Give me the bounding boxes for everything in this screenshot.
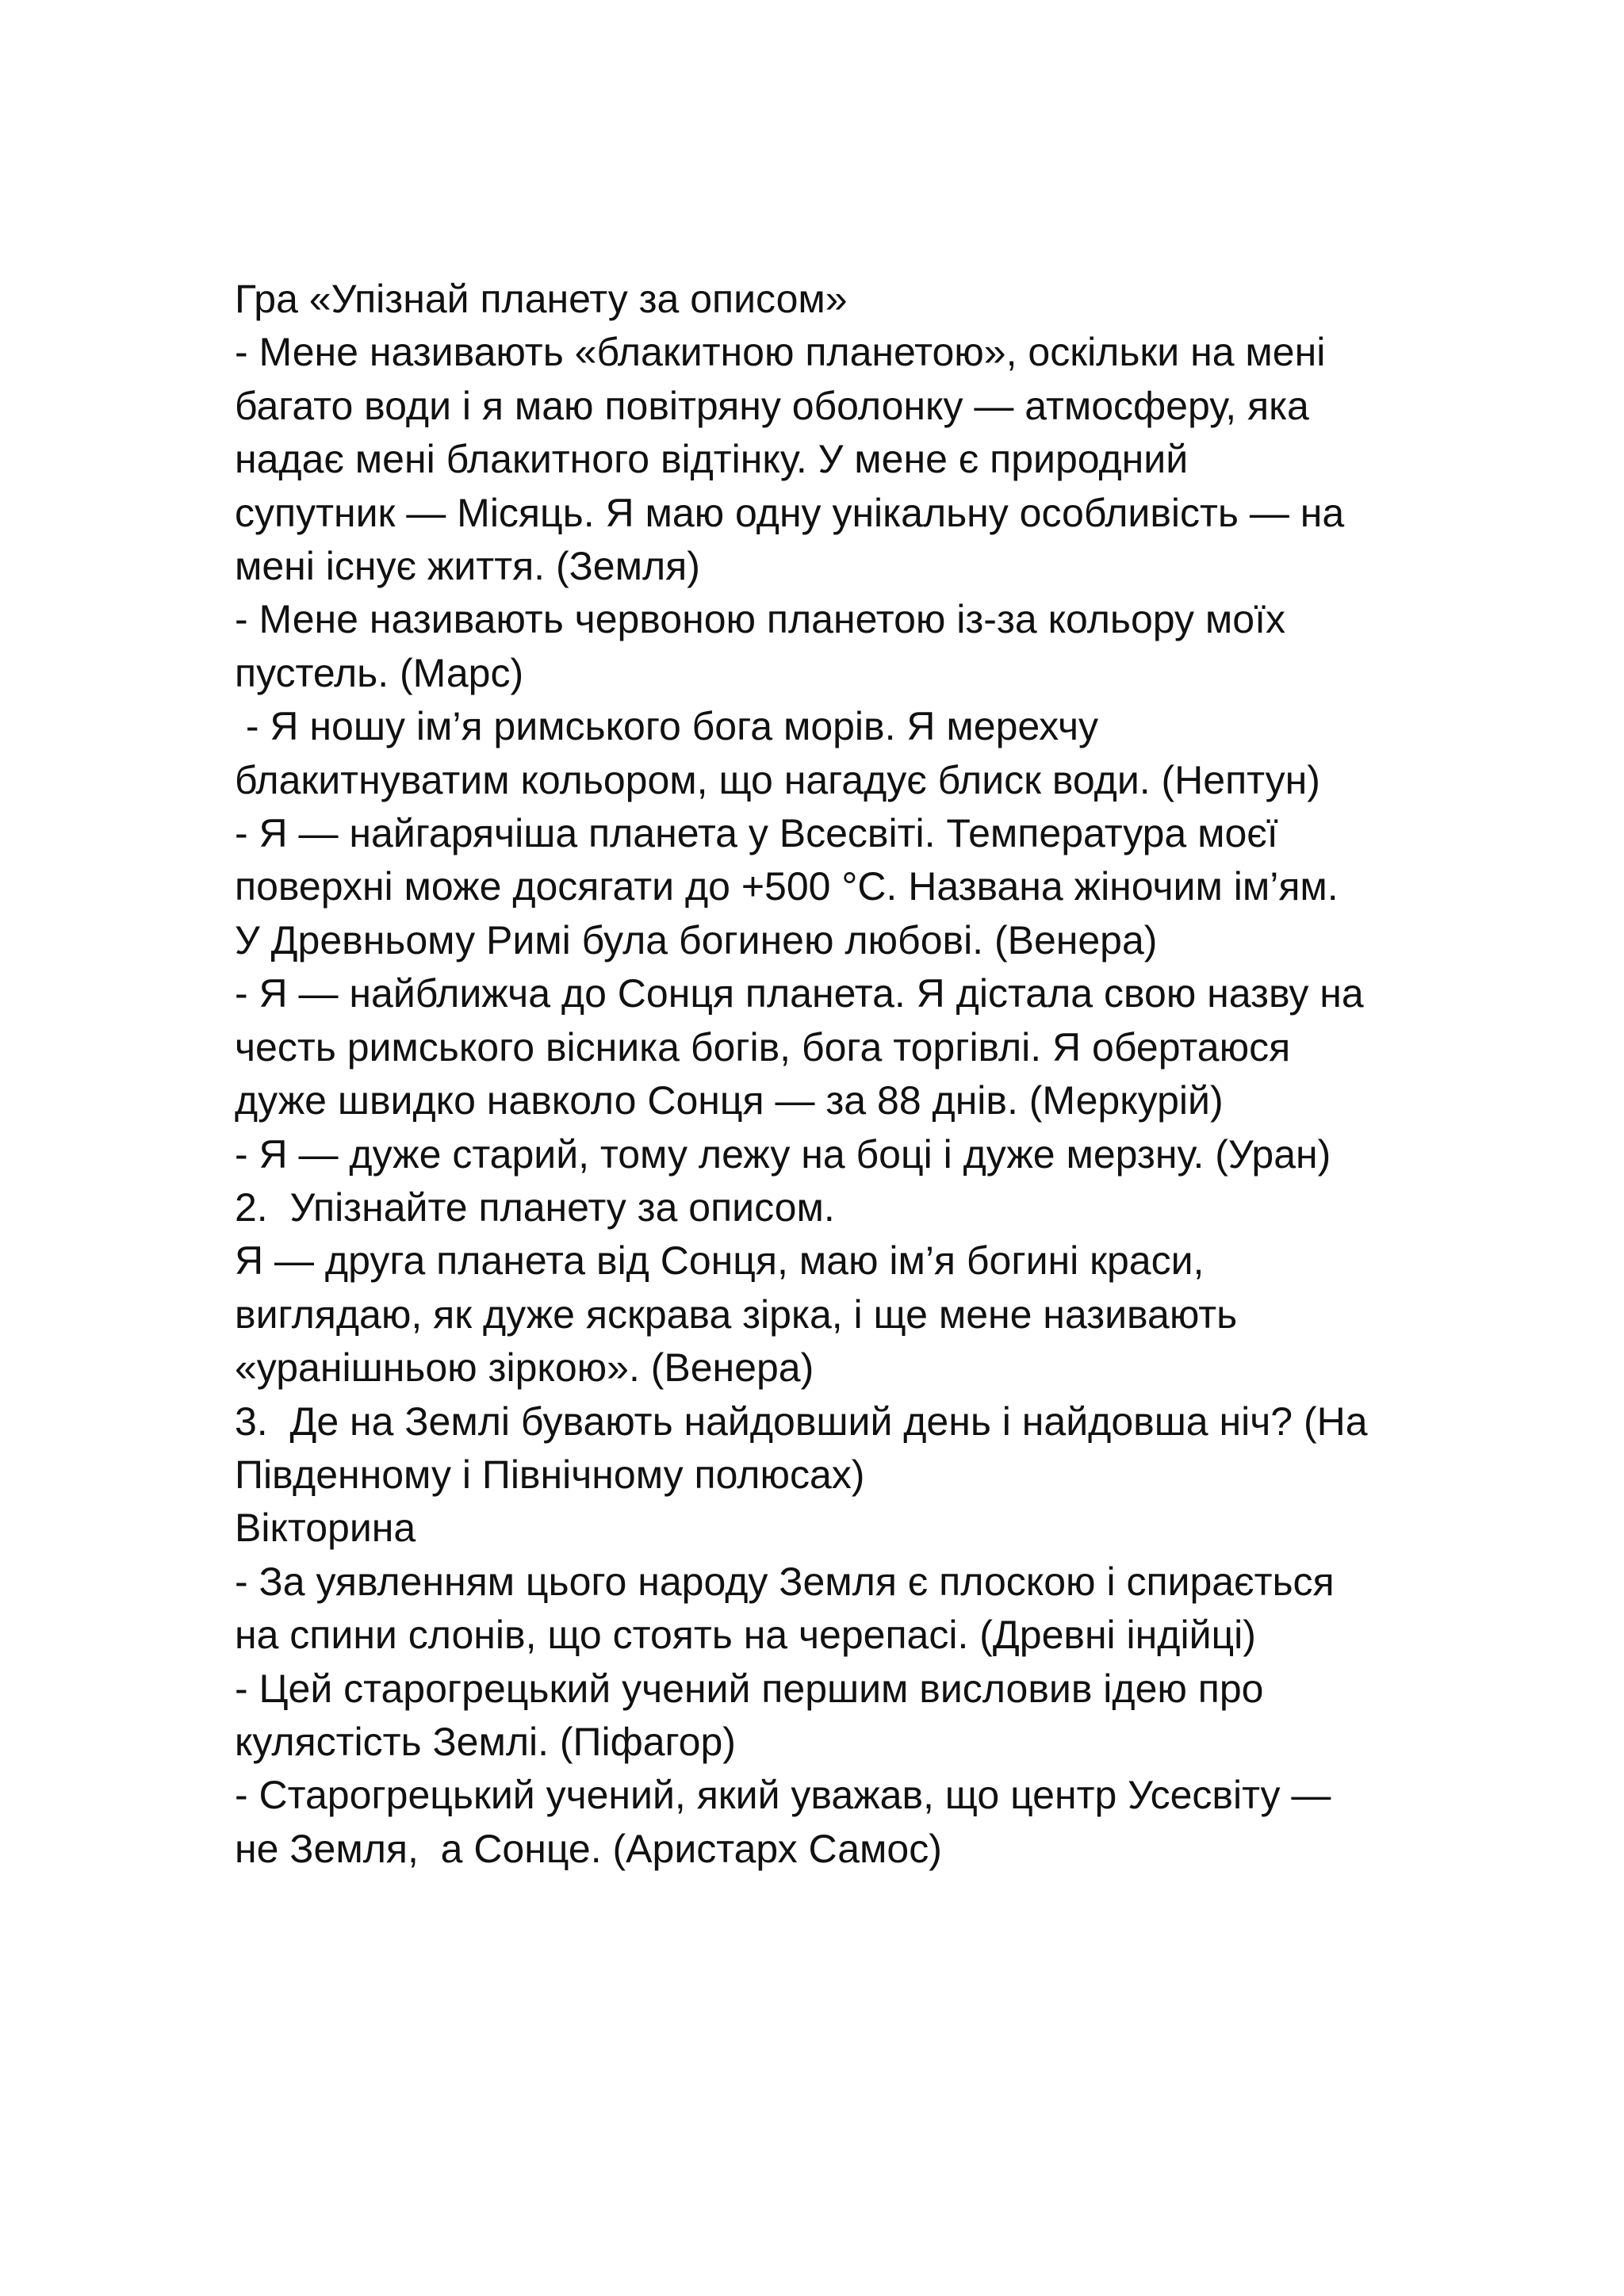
document-text: [235, 273, 1535, 1876]
text-line: У Древньому Римі була богинею любові. (Венера): [235, 917, 1158, 962]
text-line: - Мене називають червоною планетою із-за кольору моїх: [235, 597, 1285, 642]
numbered-question-3: 3. Де на Землі бувають найдовший день і найдовша ніч? (На: [235, 1399, 1368, 1444]
text-line: - За уявленням цього народу Земля є плоскою і спирається: [235, 1559, 1335, 1604]
heading-game-title: Гра «Упізнай планету за описом»: [235, 277, 848, 321]
heading-quiz: Вікторина: [235, 1506, 416, 1551]
text-line: дуже швидко навколо Сонця — за 88 днів. (Меркурій): [235, 1078, 1224, 1123]
text-line: виглядаю, як дуже яскрава зірка, і ще мене називають: [235, 1292, 1238, 1337]
text-line: - Я ношу ім’я римського бога морів. Я мерехчу: [235, 704, 1099, 749]
numbered-question-2: 2. Упізнайте планету за описом.: [235, 1184, 835, 1230]
text-line: блакитнуватим кольором, що нагадує блиск води. (Нептун): [235, 757, 1320, 802]
text-line: - Цей старогрецький учений першим висловив ідею про: [235, 1666, 1264, 1711]
text-line: кулястість Землі. (Піфагор): [235, 1719, 736, 1764]
text-line: на спини слонів, що стоять на черепасі. (Древні індійці): [235, 1613, 1256, 1658]
text-line: надає мені блакитного відтінку. У мене є природний: [235, 437, 1189, 482]
text-line: не Земля, а Сонце. (Аристарх Самос): [235, 1826, 942, 1871]
text-line: «уранішньою зіркою». (Венера): [235, 1345, 814, 1391]
text-line: пустель. (Марс): [235, 650, 524, 695]
text-line: - Я — найближча до Сонця планета. Я дістала свою назву на: [235, 971, 1364, 1016]
text-line: Південному і Північному полюсах): [235, 1452, 865, 1497]
text-line: - Старогрецький учений, який уважав, що центр Усесвіту —: [235, 1773, 1331, 1818]
text-line: - Мене називають «блакитною планетою», оскільки на мені: [235, 330, 1326, 375]
text-line: Я — друга планета від Сонця, маю ім’я богині краси,: [235, 1238, 1205, 1284]
text-line: багато води і я маю повітряну оболонку — атмосферу, яка: [235, 383, 1309, 428]
text-line: честь римського вісника богів, бога торгівлі. Я обертаюся: [235, 1024, 1291, 1070]
text-line: - Я — дуже старий, тому лежу на боці і дуже мерзну. (Уран): [235, 1131, 1331, 1177]
text-line: поверхні може досягати до +500 °С. Названа жіночим ім’ям.: [235, 864, 1339, 909]
text-line: - Я — найгарячіша планета у Всесвіті. Температура моєї: [235, 811, 1278, 856]
text-line: супутник — Місяць. Я маю одну унікальну особливість — на: [235, 490, 1345, 535]
text-line: мені існує життя. (Земля): [235, 544, 700, 589]
